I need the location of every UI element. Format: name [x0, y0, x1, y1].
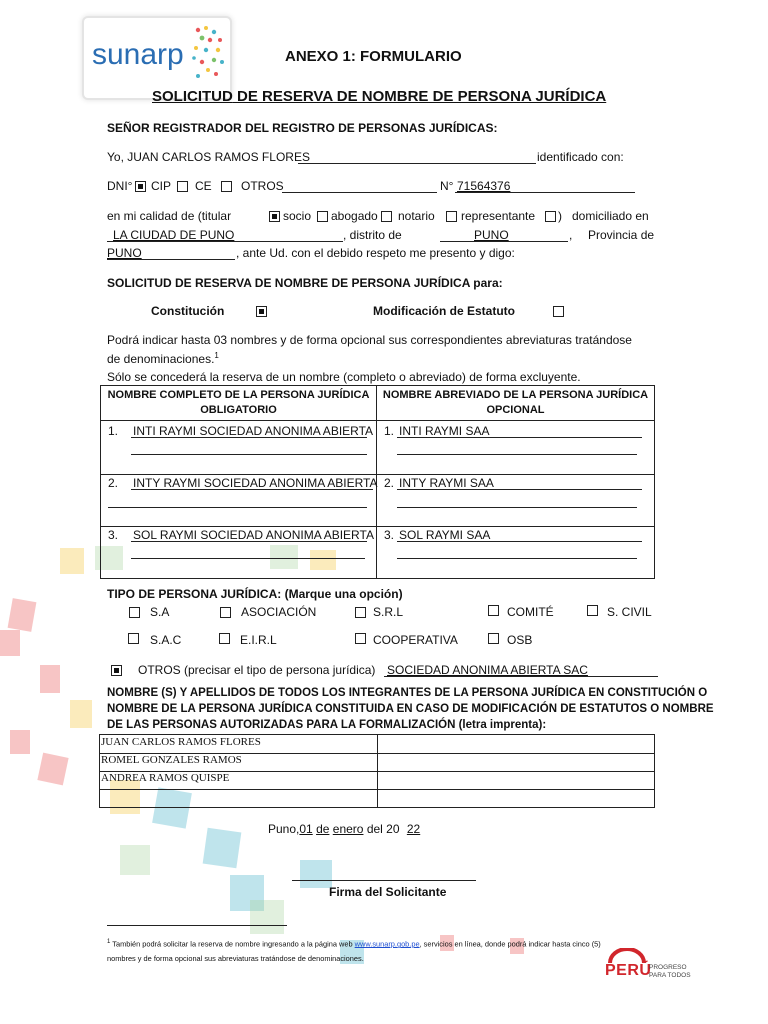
doc-dni-label: DNI°: [107, 179, 133, 193]
date-year[interactable]: 22: [406, 822, 421, 836]
request-note-2-text: de denominaciones.: [107, 352, 215, 366]
names-col2-header: [377, 388, 654, 418]
date-line: [268, 822, 494, 836]
entity-osb-label: OSB: [507, 633, 533, 647]
date-de: de: [316, 822, 330, 836]
salutation: SEÑOR REGISTRADOR DEL REGISTRO DE PERSONAS JURÍDICAS:: [107, 121, 498, 135]
peru-logo-tag-1: PROGRESO: [649, 964, 687, 971]
footnote-part1: También podrá solicitar la reserva de nombre ingresando a la página web: [110, 939, 355, 949]
doc-ce-label: CE: [195, 179, 212, 193]
names-col1-header-line2: OBLIGATORIO: [200, 404, 277, 416]
entity-cooperativa-checkbox[interactable]: [355, 633, 366, 644]
capacity-abogado-checkbox[interactable]: [381, 211, 392, 222]
names-row-1-full-line1: [131, 437, 367, 438]
footnote-link[interactable]: www.sunarp.gob.pe: [354, 939, 420, 949]
footnote-part2: , servicios en línea, donde podrá indicar hasta cinco (5): [419, 939, 601, 949]
doc-number-line: [455, 192, 635, 193]
names-row-2-abbr[interactable]: INTY RAYMI SAA: [399, 476, 494, 490]
entity-comite-checkbox[interactable]: [488, 605, 499, 616]
names-table-row-rule-2: [101, 526, 654, 527]
capacity-notario-label: notario: [398, 209, 435, 223]
doc-number-label: N°: [440, 179, 454, 193]
members-heading-3: DE LAS PERSONAS AUTORIZADAS PARA LA FORMALIZACIÓN (letra imprenta):: [107, 719, 547, 731]
names-row-3-abbr-line1: [397, 541, 642, 542]
address-line: [107, 241, 343, 242]
signature-line: [292, 880, 476, 881]
names-row-3-abbr-line2: [397, 558, 637, 559]
members-table: [99, 734, 655, 808]
peru-logo-tagline: [649, 964, 691, 980]
sunarp-logo-burst-icon: [188, 22, 228, 88]
doc-ce-checkbox[interactable]: [221, 181, 232, 192]
capacity-representante-label: representante: [461, 209, 536, 223]
names-col2-header-line2: OPCIONAL: [486, 404, 545, 416]
names-row-2-full[interactable]: INTY RAYMI SOCIEDAD ANONIMA ABIERTA: [133, 476, 378, 490]
members-row-2[interactable]: ROMEL GONZALES RAMOS: [101, 754, 242, 766]
doc-otros-line: [282, 192, 437, 193]
date-del: del 20: [366, 822, 400, 836]
peru-logo-tag-2: PARA TODOS: [649, 972, 691, 979]
entity-otros-value[interactable]: SOCIEDAD ANONIMA ABIERTA SAC: [387, 663, 588, 677]
entity-sac-label: S.A.C: [150, 633, 182, 647]
peru-logo: [603, 948, 703, 988]
names-row-2-abbr-line2: [397, 507, 637, 508]
names-row-3-abbr[interactable]: SOL RAYMI SAA: [399, 528, 491, 542]
domiciled-label: domiciliado en: [572, 209, 649, 223]
applicant-prefix: Yo, JUAN CARLOS RAMOS FLORES: [107, 150, 310, 164]
capacity-socio-label: socio: [283, 209, 312, 223]
applicant-line: [298, 163, 536, 164]
applicant-closing: , ante Ud. con el debido respeto me presento y digo:: [236, 246, 515, 260]
entity-asociacion-checkbox[interactable]: [220, 607, 231, 618]
entity-comite-label: COMITÉ: [507, 605, 554, 619]
constitucion-label: Constitución: [151, 304, 225, 318]
doc-cip-checkbox[interactable]: [177, 181, 188, 192]
entity-otros-line: [384, 676, 658, 677]
members-row-1[interactable]: JUAN CARLOS RAMOS FLORES: [101, 736, 261, 748]
names-row-1-num: 1.: [108, 424, 119, 438]
names-row-2-full-line1: [131, 489, 373, 490]
doc-dni-checkbox[interactable]: [135, 181, 146, 192]
names-row-3-full-line2: [131, 558, 365, 559]
signature-label: Firma del Solicitante: [329, 885, 447, 899]
constitucion-checkbox[interactable]: [256, 306, 267, 317]
sunarp-logo-text: sunarp: [92, 38, 184, 71]
province-line: [107, 259, 235, 260]
peru-logo-word: PERÚ: [605, 962, 652, 979]
entity-otros-label: OTROS (precisar el tipo de persona jurídica): [138, 663, 376, 677]
entity-asociacion-label: ASOCIACIÓN: [241, 605, 317, 619]
entity-srl-checkbox[interactable]: [355, 607, 366, 618]
names-row-1-full-line2: [131, 454, 367, 455]
names-col1-header: [101, 388, 376, 418]
names-table-header-rule: [101, 420, 654, 421]
capacity-titular-checkbox[interactable]: [269, 211, 280, 222]
entity-sac-checkbox[interactable]: [128, 633, 139, 644]
names-row-2-abbr-num: 2.: [384, 476, 395, 490]
entity-otros-checkbox[interactable]: [111, 665, 122, 676]
capacity-socio-checkbox[interactable]: [317, 211, 328, 222]
names-table: [100, 385, 655, 579]
request-note-1: Podrá indicar hasta 03 nombres y de forma opcional sus correspondientes abreviaturas tratándose: [107, 333, 632, 347]
request-note-2-sup: 1: [214, 351, 219, 360]
page-title: [152, 88, 606, 105]
names-col2-header-line1: NOMBRE ABREVIADO DE LA PERSONA JURÍDICA: [382, 389, 649, 401]
members-heading-2: NOMBRE DE LA PERSONA JURÍDICA CONSTITUIDA EN CASO DE MODIFICACIÓN DE ESTATUTOS O NOMBRE: [107, 703, 714, 715]
footnote-line-1: [107, 935, 601, 951]
names-row-3-full[interactable]: SOL RAYMI SOCIEDAD ANONIMA ABIERTA: [133, 528, 374, 542]
modificacion-label: Modificación de Estatuto: [373, 304, 516, 318]
capacity-notario-checkbox[interactable]: [446, 211, 457, 222]
request-note-3: Sólo se concederá la reserva de un nombre (completo o abreviado) de forma excluyente.: [107, 370, 581, 384]
entity-type-heading: TIPO DE PERSONA JURÍDICA: (Marque una opción): [107, 587, 403, 601]
district-value[interactable]: PUNO: [474, 228, 509, 242]
entity-scivil-label: S. CIVIL: [607, 605, 652, 619]
request-heading: SOLICITUD DE RESERVA DE NOMBRE DE PERSONA JURÍDICA para:: [107, 276, 503, 290]
footnote-rule: [107, 925, 287, 926]
capacity-close: ): [558, 209, 562, 223]
province-value[interactable]: PUNO: [107, 246, 142, 260]
names-row-1-abbr-line1: [397, 437, 642, 438]
names-row-2-abbr-line1: [397, 489, 642, 490]
page-title-part2: DE RESERVA DE NOMBRE DE PERSONA JURÍDICA: [232, 88, 607, 105]
entity-srl-label: S.R.L: [373, 605, 404, 619]
capacity-abogado-label: abogado: [331, 209, 378, 223]
entity-eirl-label: E.I.R.L: [240, 633, 277, 647]
members-row-3[interactable]: ANDREA RAMOS QUISPE: [101, 772, 230, 784]
names-row-1-abbr[interactable]: INTI RAYMI SAA: [399, 424, 490, 438]
footnote-line-2: nombres y de forma opcional sus abreviaturas tratándose de denominaciones.: [107, 954, 364, 964]
annex-title: ANEXO 1: FORMULARIO: [285, 48, 462, 65]
footnote-sup: 1: [107, 939, 111, 945]
date-month[interactable]: enero: [332, 822, 364, 836]
modificacion-checkbox[interactable]: [553, 306, 564, 317]
entity-sa-label: S.A: [150, 605, 170, 619]
date-city: Puno,: [268, 822, 300, 836]
names-row-1-full[interactable]: INTI RAYMI SOCIEDAD ANONIMA ABIERTA: [133, 424, 374, 438]
doc-cip-label: CIP: [151, 179, 172, 193]
footnote: [107, 935, 601, 966]
applicant-suffix: identificado con:: [537, 150, 624, 164]
names-row-1-abbr-line2: [397, 454, 637, 455]
district-label: , distrito de: [343, 228, 402, 242]
doc-otros-label: OTROS: [241, 179, 284, 193]
capacity-prefix: en mi calidad de (titular: [107, 209, 232, 223]
date-day[interactable]: 01: [299, 822, 313, 836]
entity-osb-checkbox[interactable]: [488, 633, 499, 644]
members-table-rule-3: [100, 789, 654, 790]
names-row-1-abbr-num: 1.: [384, 424, 395, 438]
district-comma: ,: [569, 228, 573, 242]
doc-number-value[interactable]: 71564376: [457, 179, 511, 193]
address-value[interactable]: LA CIUDAD DE PUNO: [113, 228, 235, 242]
entity-scivil-checkbox[interactable]: [587, 605, 598, 616]
members-heading-1: NOMBRE (S) Y APELLIDOS DE TODOS LOS INTEGRANTES DE LA PERSONA JURÍDICA EN CONSTITUCIÓN O: [107, 687, 708, 699]
names-row-3-num: 3.: [108, 528, 119, 542]
names-row-2-num: 2.: [108, 476, 119, 490]
entity-eirl-checkbox[interactable]: [219, 633, 230, 644]
page-title-part1: SOLICITUD: [152, 88, 233, 105]
names-col1-header-line1: NOMBRE COMPLETO DE LA PERSONA JURÍDICA: [107, 389, 370, 401]
names-row-3-full-line1: [131, 541, 367, 542]
province-label: Provincia de: [588, 228, 655, 242]
request-note-2: [107, 351, 219, 366]
names-table-row-rule-1: [101, 474, 654, 475]
capacity-representante-checkbox[interactable]: [545, 211, 556, 222]
district-line: [440, 241, 568, 242]
names-row-2-full-line2: [108, 507, 367, 508]
entity-sa-checkbox[interactable]: [129, 607, 140, 618]
entity-cooperativa-label: COOPERATIVA: [373, 633, 458, 647]
names-row-3-abbr-num: 3.: [384, 528, 395, 542]
